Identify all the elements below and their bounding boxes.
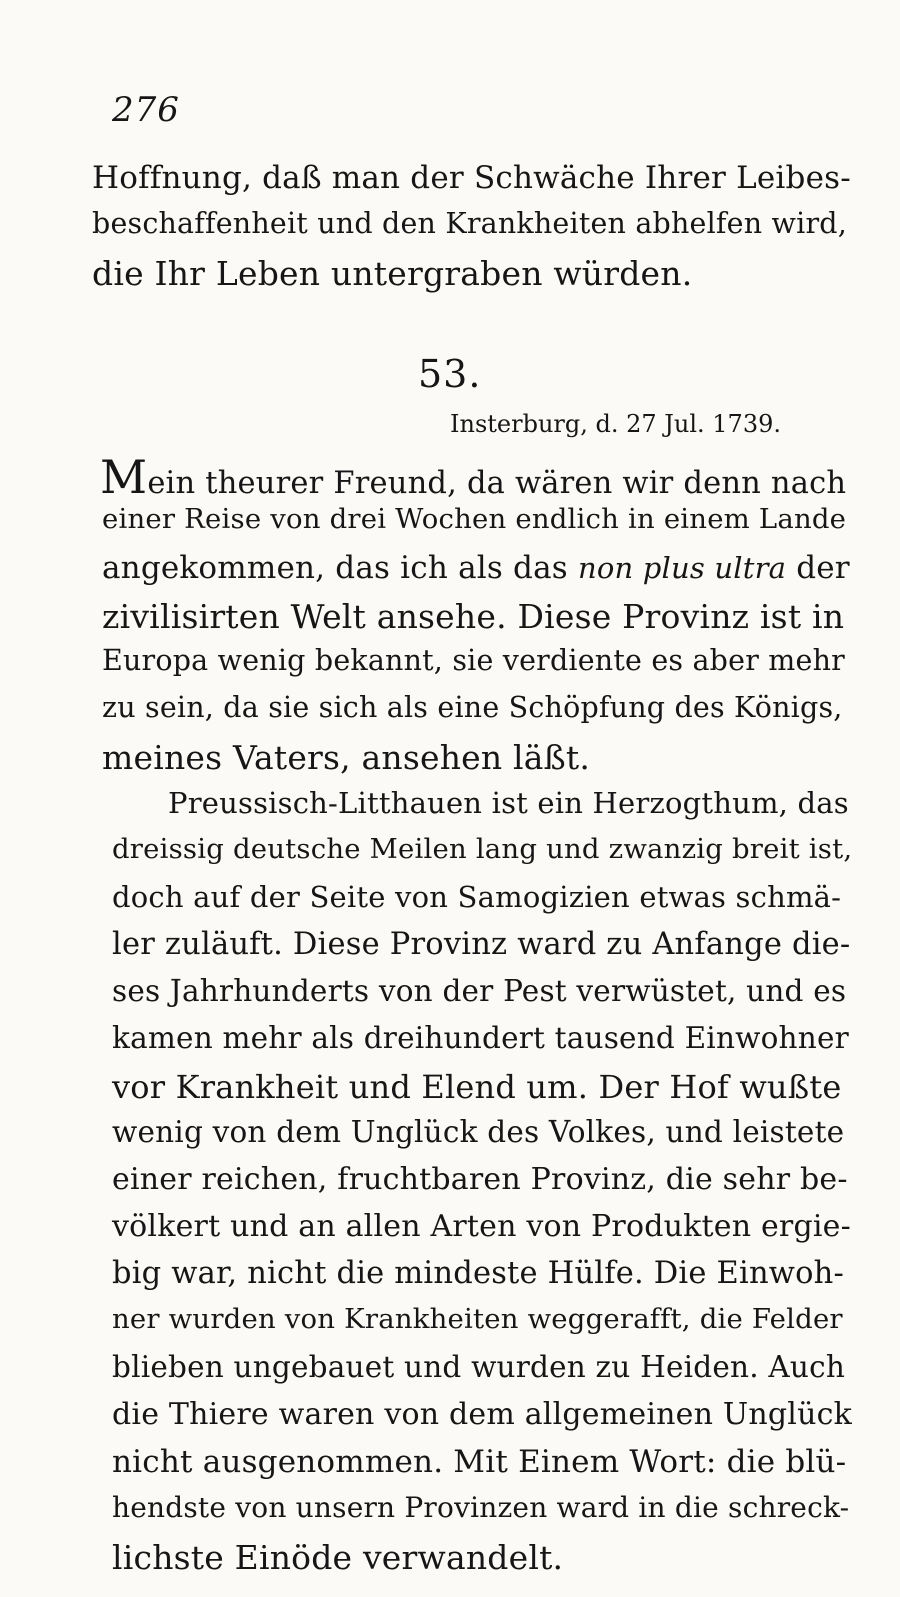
text-line: nicht ausgenommen. Mit Einem Wort: die blü- [112,1444,847,1480]
text-line: big war, nicht die mindeste Hülfe. Die Einwoh- [112,1256,845,1291]
text-line: die Thiere waren von dem allgemeinen Unglück [112,1397,852,1432]
text-line: kamen mehr als dreihundert tausend Einwohner [112,1021,849,1055]
text-span: angekommen, das ich als das [102,550,578,586]
text-line: einer Reise von drei Wochen endlich in einem Lande [102,503,847,535]
text-line: lichste Einöde verwandelt. [112,1538,564,1577]
text-line: die Ihr Leben untergraben würden. [92,254,693,293]
text-line: blieben ungebauet und wurden zu Heiden. Auch [112,1350,846,1384]
text-span: der [786,550,850,586]
text-span: ein theurer Freund, da wären wir denn nach [147,466,847,501]
text-line: beschaffenheit und den Krankheiten abhelfen wird, [92,207,847,240]
latin-phrase: non plus ultra [577,551,787,585]
text-line: zu sein, da sie sich als eine Schöpfung des Königs, [102,691,843,724]
text-line: einer reichen, fruchtbaren Provinz, die sehr be- [112,1162,848,1197]
text-line: doch auf der Seite von Samogizien etwas schmä- [112,880,842,914]
text-line: Preussisch-Litthauen ist ein Herzogthum, das [168,786,849,820]
page-number: 276 [112,90,180,130]
text-line: vor Krankheit und Elend um. Der Hof wußte [112,1068,842,1106]
text-line: hendste von unsern Provinzen ward in die schreck- [112,1491,850,1524]
text-line: zivilisirten Welt ansehe. Diese Provinz ist in [102,597,845,636]
text-line: meines Vaters, ansehen läßt. [102,738,591,777]
text-line: ses Jahrhunderts von der Pest verwüstet, und es [112,974,847,1008]
text-line [102,550,850,586]
text-line: Hoffnung, daß man der Schwäche Ihrer Leibes- [92,160,851,196]
letter-dateline: Insterburg, d. 27 Jul. 1739. [450,410,781,438]
text-line [100,450,847,504]
text-line: ner wurden von Krankheiten weggerafft, die Felder [112,1303,843,1335]
letter-number: 53. [418,352,482,396]
drop-cap: M [100,450,148,504]
text-line: wenig von dem Unglück des Volkes, und leistete [112,1115,845,1149]
text-line: dreissig deutsche Meilen lang und zwanzig breit ist, [112,833,853,865]
text-line: völkert und an allen Arten von Produkten ergie- [112,1209,851,1244]
text-line: Europa wenig bekannt, sie verdiente es aber mehr [102,644,845,677]
text-line: ler zuläuft. Diese Provinz ward zu Anfange die- [112,927,851,962]
